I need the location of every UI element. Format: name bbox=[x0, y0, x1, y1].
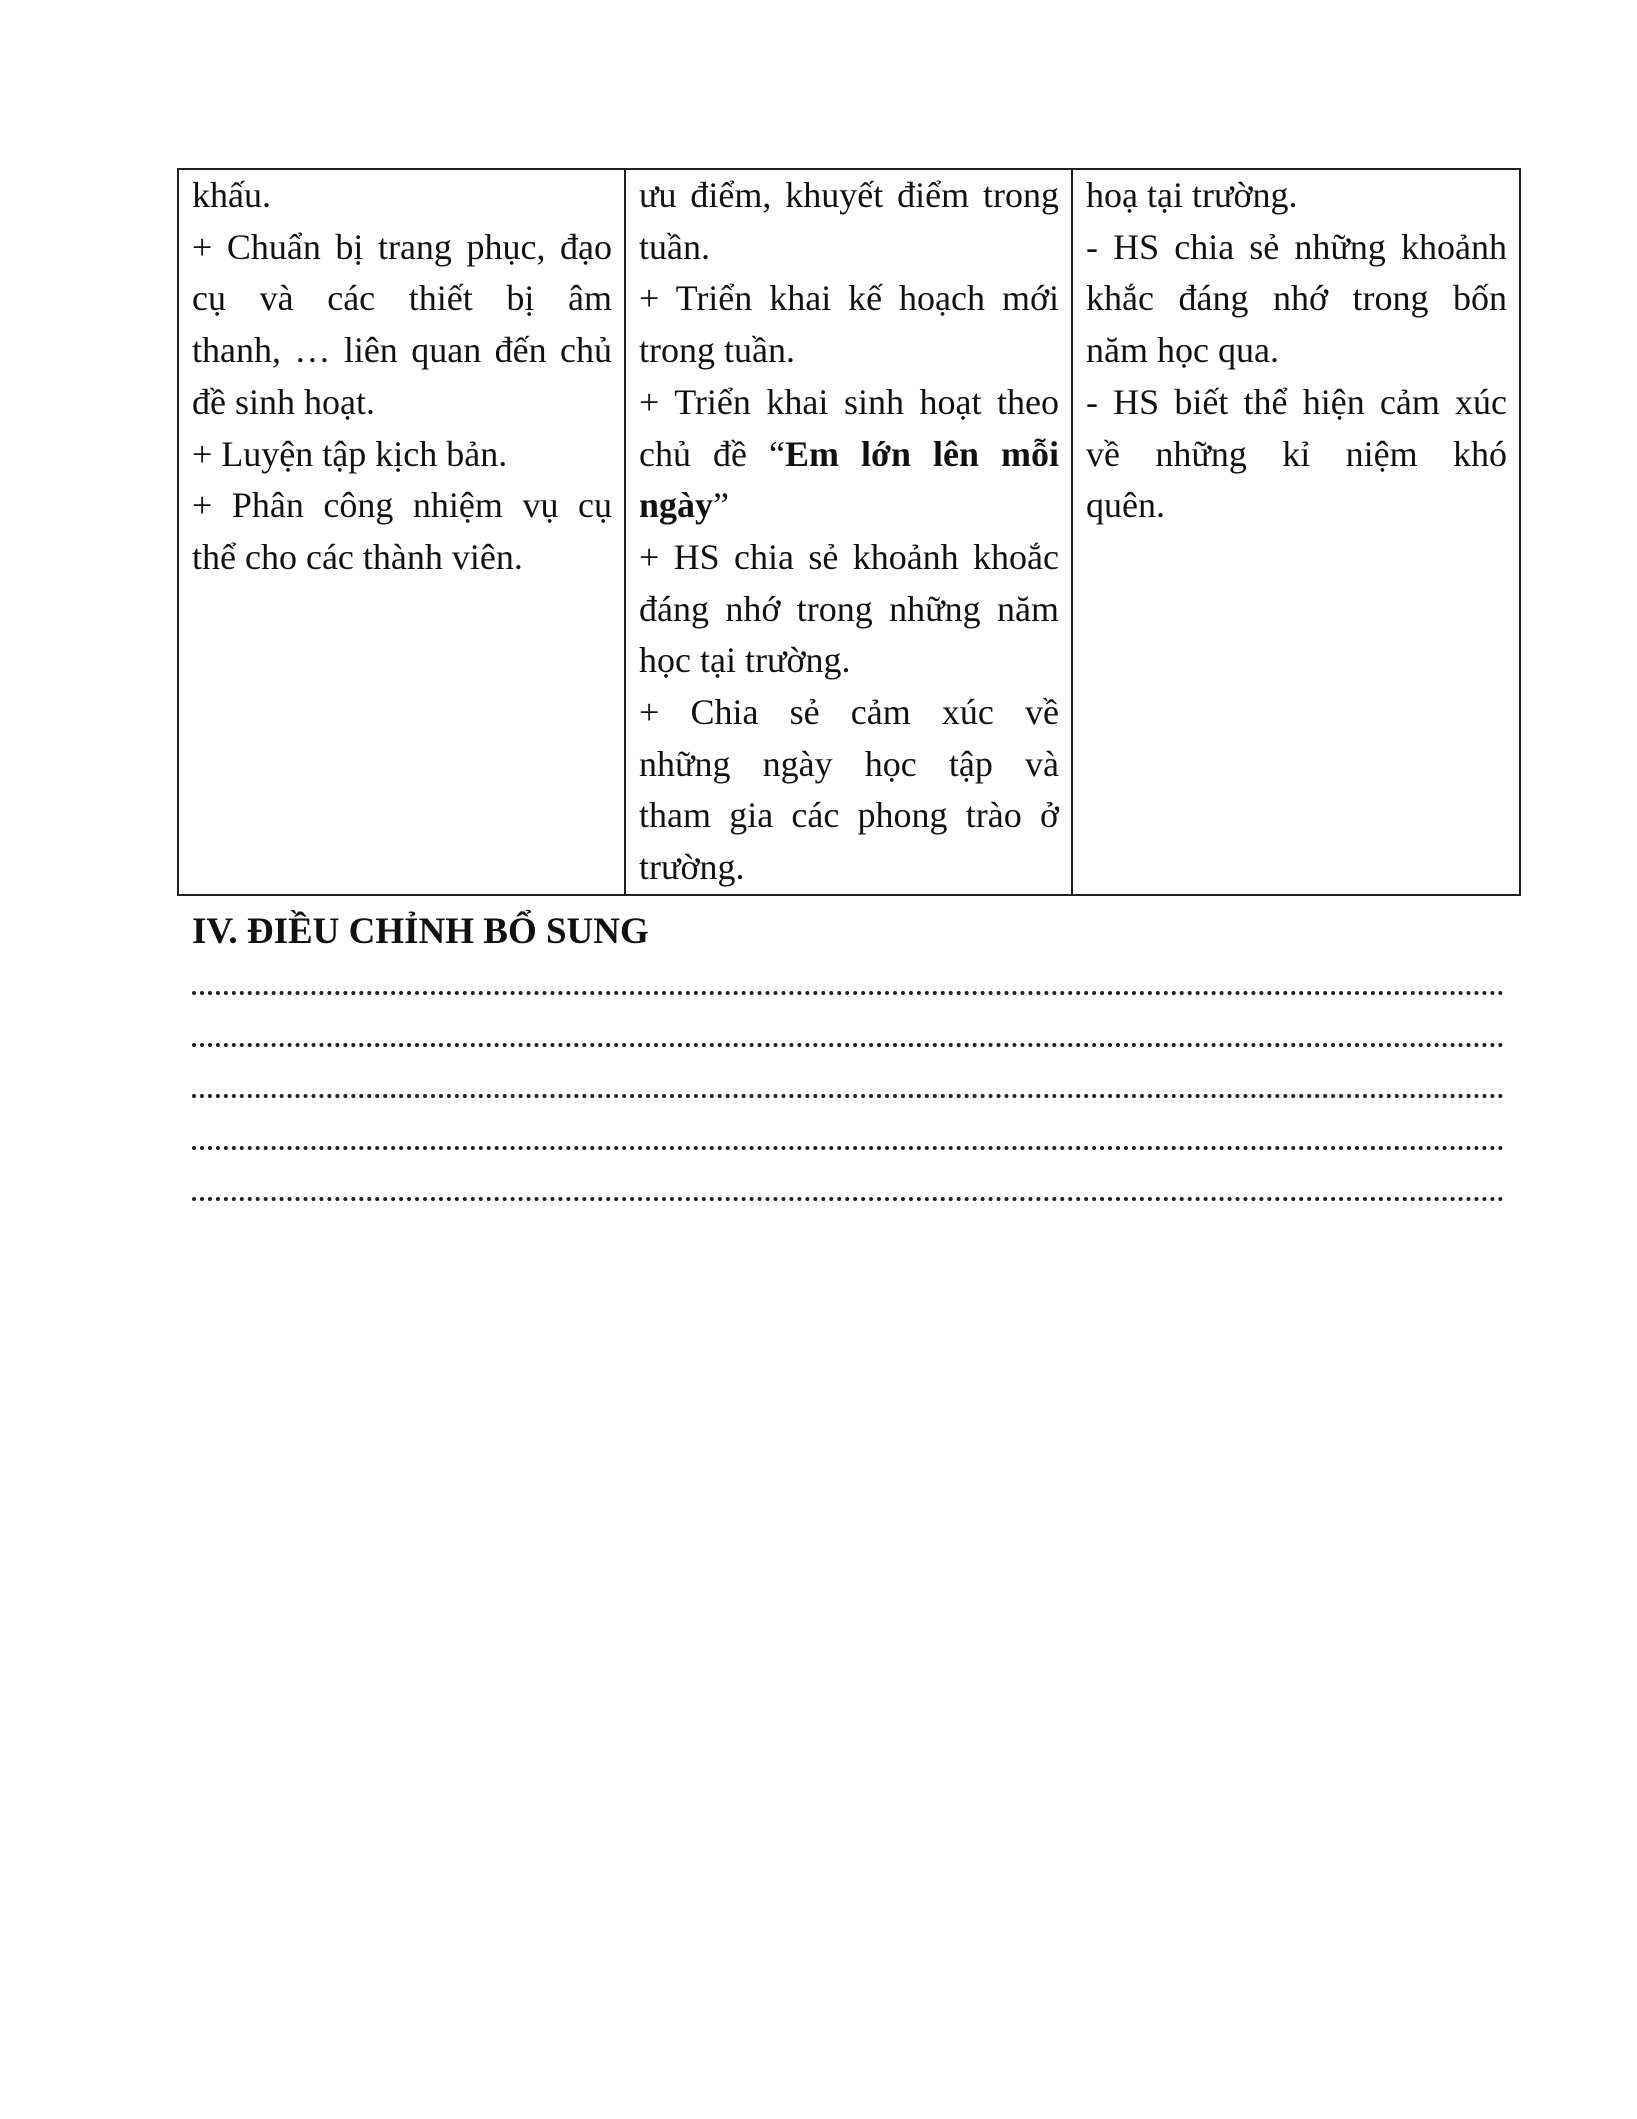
cell-text-line: + Chuẩn bị trang phục, đạo bbox=[192, 226, 612, 267]
cell-text-line: ưu điểm, khuyết điểm trong bbox=[639, 175, 1059, 215]
cell-text-line: thể cho các thành viên. bbox=[192, 536, 523, 577]
topic-suffix: ” bbox=[713, 485, 730, 526]
section-heading: IV. ĐIỀU CHỈNH BỔ SUNG bbox=[192, 911, 649, 952]
topic-title-part1: Em lớn lên mỗi bbox=[784, 433, 1059, 474]
cell-text-line: học tại trường. bbox=[639, 640, 851, 681]
cell-text-line: + Chia sẻ cảm xúc về bbox=[639, 692, 1059, 733]
cell-text-line: trường. bbox=[639, 847, 745, 888]
cell-text-line: tuần. bbox=[639, 226, 710, 267]
cell-text-line: hoạ tại trường. bbox=[1086, 175, 1298, 215]
topic-title-part2: ngày bbox=[639, 485, 714, 526]
table-cell-outcomes bbox=[1072, 169, 1520, 895]
cell-text-line: + Phân công nhiệm vụ cụ bbox=[192, 485, 612, 526]
dotted-fill-line bbox=[192, 991, 1504, 995]
dotted-fill-line bbox=[192, 1094, 1504, 1098]
cell-text-line: + Triển khai sinh hoạt theo bbox=[639, 381, 1059, 422]
cell-text-line bbox=[639, 429, 1059, 481]
cell-text-line: cụ và các thiết bị âm bbox=[192, 278, 612, 319]
table-cell-preparation bbox=[178, 169, 625, 895]
cell-text-line: khấu. bbox=[192, 175, 271, 215]
table-row bbox=[178, 169, 1520, 895]
topic-prefix: chủ đề “ bbox=[639, 433, 785, 474]
cell-text-line bbox=[639, 480, 1059, 532]
cell-text-line: + Triển khai kế hoạch mới bbox=[639, 278, 1059, 319]
cell-text-line: năm học qua. bbox=[1086, 330, 1279, 371]
cell-text-line: đề sinh hoạt. bbox=[192, 381, 375, 422]
cell-text-line: + Luyện tập kịch bản. bbox=[192, 433, 508, 474]
cell-text-line: + HS chia sẻ khoảnh khoắc bbox=[639, 536, 1059, 577]
cell-text-line: những ngày học tập và bbox=[639, 743, 1059, 784]
cell-text-line: đáng nhớ trong những năm bbox=[639, 588, 1059, 629]
cell-text-line: về những kỉ niệm khó bbox=[1086, 433, 1507, 474]
lesson-activity-table bbox=[177, 168, 1521, 896]
cell-text-line: tham gia các phong trào ở bbox=[639, 795, 1059, 836]
cell-text-line: thanh, … liên quan đến chủ bbox=[192, 330, 612, 371]
cell-text-line: khắc đáng nhớ trong bốn bbox=[1086, 278, 1507, 319]
dotted-fill-line bbox=[192, 1146, 1504, 1150]
dotted-fill-line bbox=[192, 1043, 1504, 1047]
cell-text-line: quên. bbox=[1086, 485, 1165, 526]
cell-text-line: - HS biết thể hiện cảm xúc bbox=[1086, 381, 1507, 422]
dotted-fill-line bbox=[192, 1197, 1504, 1201]
table-cell-activities bbox=[625, 169, 1072, 895]
cell-text-line: - HS chia sẻ những khoảnh bbox=[1086, 226, 1507, 267]
cell-text-line: trong tuần. bbox=[639, 330, 795, 371]
